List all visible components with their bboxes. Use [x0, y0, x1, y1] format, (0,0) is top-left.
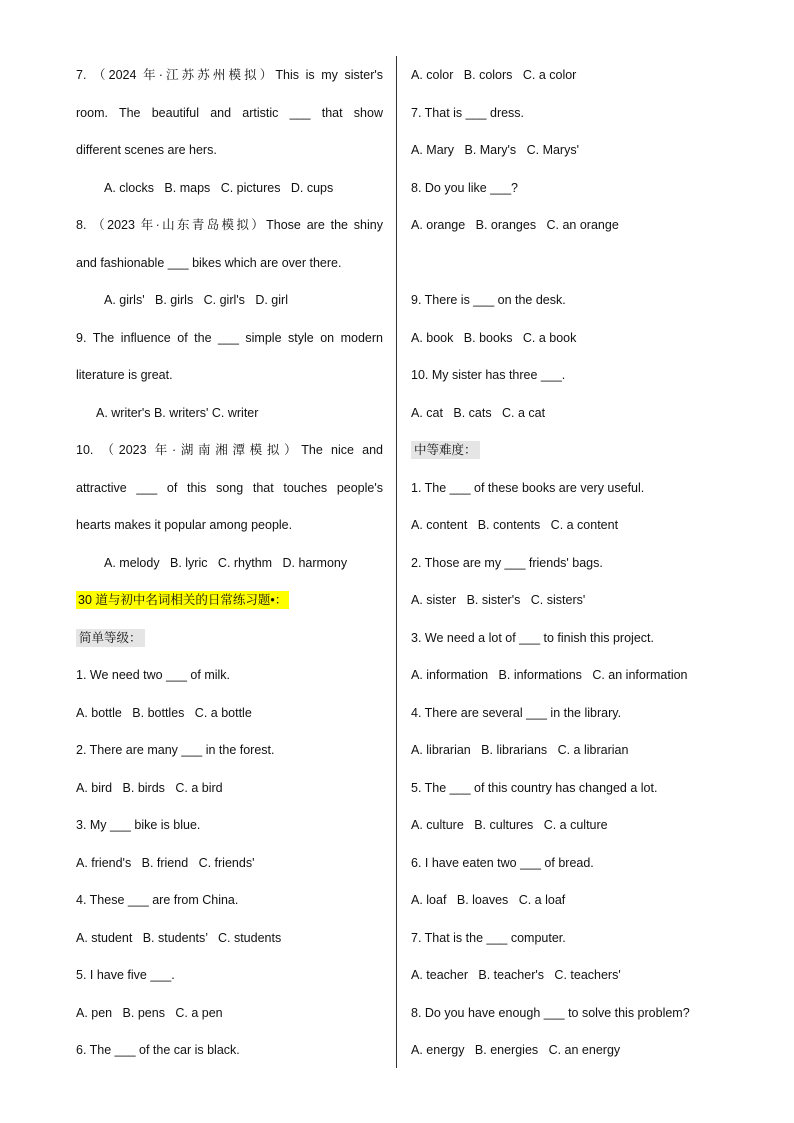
list-item: A. energy B. energies C. an energy: [411, 1043, 621, 1057]
list-item: 8. Do you like ___?: [411, 180, 519, 195]
list-item: 7. That is ___ dress.: [411, 105, 525, 120]
level-medium-row: [411, 432, 731, 470]
list-item: A. orange B. oranges C. an orange: [411, 218, 619, 232]
section-title: 30 道与初中名词相关的日常练习题•：: [78, 593, 288, 607]
list-item: 2. There are many ___ in the forest.: [76, 743, 275, 757]
list-item: 5. I have five ___.: [76, 968, 175, 982]
list-item: A. pen B. pens C. a pen: [76, 1005, 223, 1020]
list-item: A. loaf B. loaves C. a loaf: [411, 893, 566, 907]
list-item: 8. Do you have enough ___ to solve this problem?: [411, 1005, 690, 1020]
question-8-line-2: and fashionable ___ bikes which are over there.: [76, 255, 342, 270]
column-divider: [396, 56, 397, 1068]
list-item: 4. There are several ___ in the library.: [411, 705, 622, 720]
question-10-line-1: 10. （2023 年·湖南湘潭模拟）The nice and: [76, 443, 383, 457]
list-item: A. student B. students’ C. students: [76, 930, 282, 945]
list-item: A. librarian B. librarians C. a librarian: [411, 743, 629, 757]
list-item: A. color B. colors C. a color: [411, 68, 577, 82]
question-7-line-1: 7. （2024 年·江苏苏州模拟）This is my sister's: [76, 68, 383, 82]
question-7-line-2: room. The beautiful and artistic ___ that show: [76, 105, 383, 120]
list-item: 1. The ___ of these books are very useful.: [411, 480, 645, 495]
list-item: 9. There is ___ on the desk.: [411, 293, 566, 307]
list-item: 7. That is the ___ computer.: [411, 930, 566, 945]
list-item: A. teacher B. teacher's C. teachers': [411, 968, 621, 982]
question-10-options: A. melody B. lyric C. rhythm D. harmony: [104, 555, 348, 570]
list-item: A. culture B. cultures C. a culture: [411, 818, 608, 832]
list-item: A. information B. informations C. an information: [411, 668, 688, 682]
list-item: 6. The ___ of the car is black.: [76, 1043, 240, 1057]
question-8-options: A. girls' B. girls C. girl's D. girl: [104, 293, 288, 307]
level-simple-label: 简单等级：: [76, 629, 145, 647]
list-item: A. book B. books C. a book: [411, 330, 577, 345]
list-item: 1. We need two ___ of milk.: [76, 668, 231, 682]
right-column: [411, 57, 731, 1070]
list-item: 3. We need a lot of ___ to finish this project.: [411, 630, 654, 645]
question-7-options: A. clocks B. maps C. pictures D. cups: [104, 180, 334, 195]
question-9-line-1: 9. The influence of the ___ simple style on modern: [76, 330, 383, 345]
list-item: 5. The ___ of this country has changed a lot.: [411, 780, 658, 795]
question-8-line-1: 8. （2023 年·山东青岛模拟）Those are the shiny: [76, 218, 383, 232]
question-9-options: A. writer's B. writers' C. writer: [96, 405, 259, 420]
list-item: A. Mary B. Mary's C. Marys': [411, 143, 579, 157]
blank-line: [411, 245, 731, 283]
question-10-line-2: attractive ___ of this song that touches people's: [76, 480, 383, 495]
list-item: A. bottle B. bottles C. a bottle: [76, 705, 252, 720]
left-column: [76, 57, 383, 1070]
level-medium-label: 中等难度：: [411, 441, 480, 459]
list-item: A. content B. contents C. a content: [411, 518, 619, 532]
list-item: 4. These ___ are from China.: [76, 893, 239, 907]
list-item: 10. My sister has three ___.: [411, 368, 566, 382]
list-item: A. sister B. sister's C. sisters': [411, 593, 586, 607]
level-simple-row: [76, 620, 383, 658]
list-item: 2. Those are my ___ friends' bags.: [411, 555, 603, 570]
list-item: 6. I have eaten two ___ of bread.: [411, 855, 594, 870]
list-item: A. bird B. birds C. a bird: [76, 780, 223, 795]
section-title-row: [76, 582, 383, 620]
list-item: A. cat B. cats C. a cat: [411, 405, 546, 420]
list-item: 3. My ___ bike is blue.: [76, 818, 201, 832]
list-item: A. friend's B. friend C. friends': [76, 855, 255, 870]
question-10-line-3: hearts makes it popular among people.: [76, 518, 293, 532]
question-7-line-3: different scenes are hers.: [76, 143, 217, 157]
question-9-line-2: literature is great.: [76, 368, 173, 382]
